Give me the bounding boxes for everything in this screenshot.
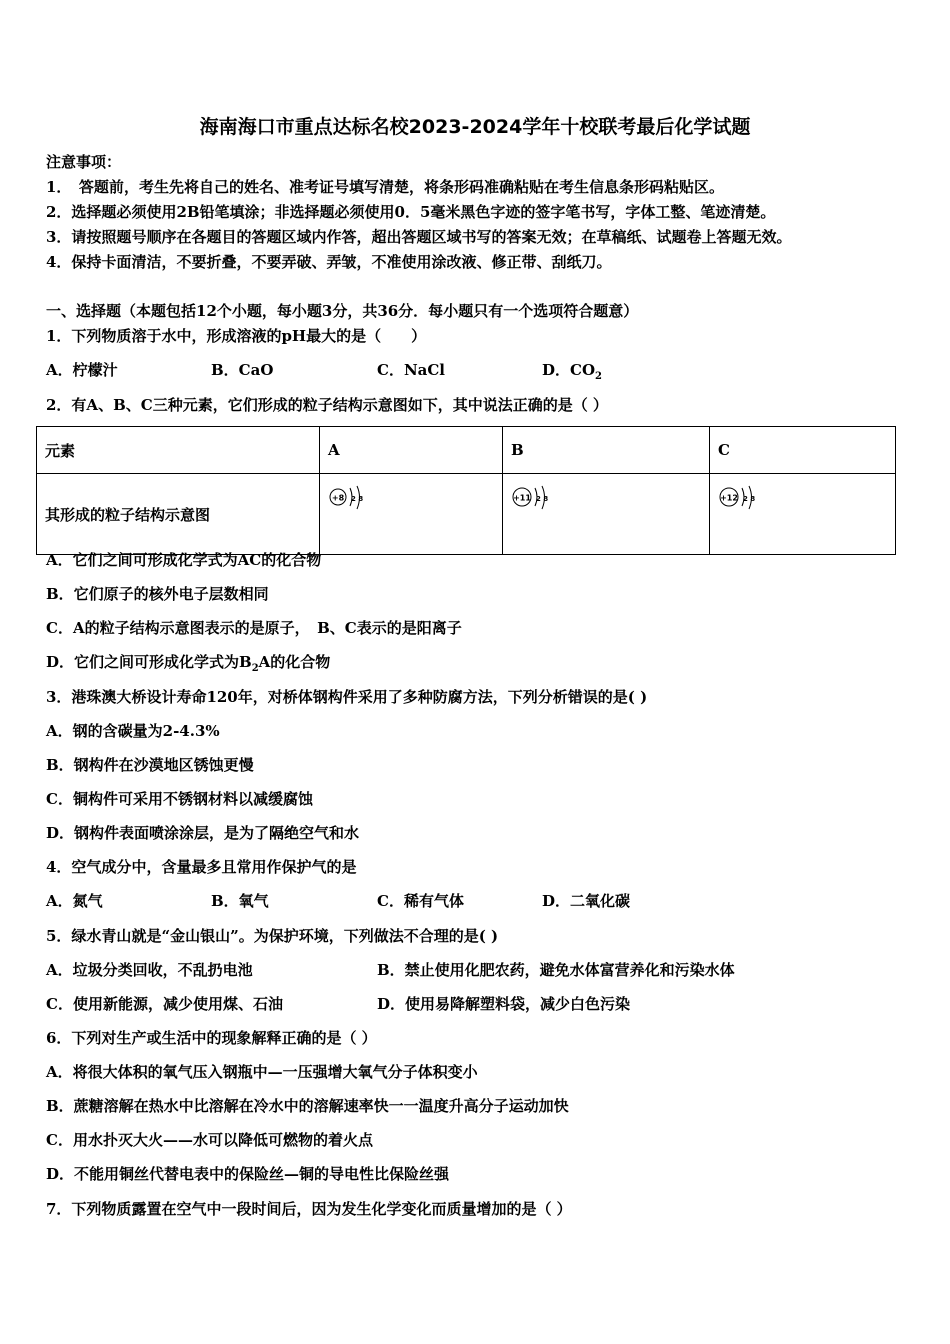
particle-diagram-c bbox=[710, 474, 896, 555]
option-c: C．A的粒子结构示意图表示的是原子， B、C表示的是阳离子 bbox=[46, 619, 462, 637]
section-heading: 一、选择题（本题包括12个小题，每小题3分，共36分．每小题只有一个选项符合题意） bbox=[46, 302, 639, 320]
option-a: A．它们之间可形成化学式为AC的化合物 bbox=[46, 551, 322, 569]
table-header: C bbox=[710, 427, 896, 474]
question-3: 3．港珠澳大桥设计寿命120年，对桥体钢构件采用了多种防腐方法，下列分析错误的是( ) bbox=[46, 688, 648, 706]
option-a: A．氮气 bbox=[46, 892, 103, 910]
option-a: A．柠檬汁 bbox=[46, 361, 118, 379]
nucleus-label: +11 bbox=[513, 493, 531, 503]
notice-item: 1． 答题前，考生先将自己的姓名、准考证号填写清楚，将条形码准确粘贴在考生信息条形码粘贴区。 bbox=[46, 178, 724, 196]
table-header: B bbox=[503, 427, 710, 474]
question-6: 6．下列对生产或生活中的现象解释正确的是（ ） bbox=[46, 1029, 377, 1047]
table-header: A bbox=[320, 427, 503, 474]
notice-item: 2．选择题必须使用2B铅笔填涂；非选择题必须使用0．5毫米黑色字迹的签字笔书写，字体工整、笔迹清楚。 bbox=[46, 203, 776, 221]
particle-table bbox=[36, 426, 896, 555]
electron-label: 2 8 bbox=[536, 495, 549, 503]
question-7: 7．下列物质露置在空气中一段时间后，因为发生化学变化而质量增加的是（ ） bbox=[46, 1200, 572, 1218]
table-header: 元素 bbox=[37, 427, 320, 474]
option-b: B．禁止使用化肥农药，避免水体富营养化和污染水体 bbox=[377, 961, 735, 979]
option-c: C．稀有气体 bbox=[377, 892, 464, 910]
option-b: B．钢构件在沙漠地区锈蚀更慢 bbox=[46, 756, 254, 774]
option-d: D．它们之间可形成化学式为$B_2A$的化合物 bbox=[46, 653, 331, 674]
option-c: C．使用新能源，减少使用煤、石油 bbox=[46, 995, 283, 1013]
electron-label: 2 8 bbox=[351, 495, 364, 503]
nucleus-label: +8 bbox=[331, 493, 345, 503]
particle-diagram-b bbox=[503, 474, 710, 555]
option-d: D．钢构件表面喷涂涂层，是为了隔绝空气和水 bbox=[46, 824, 360, 842]
option-a: A．钢的含碳量为2-4.3% bbox=[46, 722, 220, 740]
option-b: B．CaO bbox=[211, 361, 274, 379]
notice-heading: 注意事项： bbox=[46, 153, 122, 171]
table-cell: 其形成的粒子结构示意图 bbox=[37, 474, 320, 555]
option-c: C．用水扑灭大火——水可以降低可燃物的着火点 bbox=[46, 1131, 373, 1149]
option-b: B．蔗糖溶解在热水中比溶解在冷水中的溶解速率快一一温度升高分子运动加快 bbox=[46, 1097, 569, 1115]
question-4: 4．空气成分中，含量最多且常用作保护气的是 bbox=[46, 858, 357, 876]
option-c: C．NaCl bbox=[377, 361, 446, 379]
option-b: B．氧气 bbox=[211, 892, 269, 910]
question-1: 1．下列物质溶于水中，形成溶液的pH最大的是（ ） bbox=[46, 327, 427, 345]
option-b: B．它们原子的核外电子层数相同 bbox=[46, 585, 269, 603]
option-a: A．垃圾分类回收，不乱扔电池 bbox=[46, 961, 253, 979]
particle-diagram-a bbox=[320, 474, 503, 555]
option-c: C．铜构件可采用不锈钢材料以减缓腐蚀 bbox=[46, 790, 313, 808]
option-d: D．$CO_2$ bbox=[542, 361, 602, 382]
electron-label: 2 8 bbox=[743, 495, 756, 503]
question-2: 2．有A、B、C三种元素，它们形成的粒子结构示意图如下，其中说法正确的是（ ） bbox=[46, 396, 608, 414]
option-a: A．将很大体积的氧气压入钢瓶中—一压强增大氧气分子体积变小 bbox=[46, 1063, 478, 1081]
notice-item: 3．请按照题号顺序在各题目的答题区域内作答，超出答题区域书写的答案无效；在草稿纸、试题卷上答题无效。 bbox=[46, 228, 792, 246]
notice-item: 4．保持卡面清洁，不要折叠，不要弄破、弄皱，不准使用涂改液、修正带、刮纸刀。 bbox=[46, 253, 612, 271]
option-d: D．二氧化碳 bbox=[542, 892, 631, 910]
option-d: D．不能用铜丝代替电表中的保险丝—铜的导电性比保险丝强 bbox=[46, 1165, 450, 1183]
question-5: 5．绿水青山就是“金山银山”。为保护环境，下列做法不合理的是( ) bbox=[46, 927, 499, 945]
nucleus-label: +12 bbox=[720, 493, 738, 503]
page-title: 海南海口市重点达标名校2023-2024学年十校联考最后化学试题 bbox=[199, 116, 751, 138]
option-d: D．使用易降解塑料袋，减少白色污染 bbox=[377, 995, 631, 1013]
